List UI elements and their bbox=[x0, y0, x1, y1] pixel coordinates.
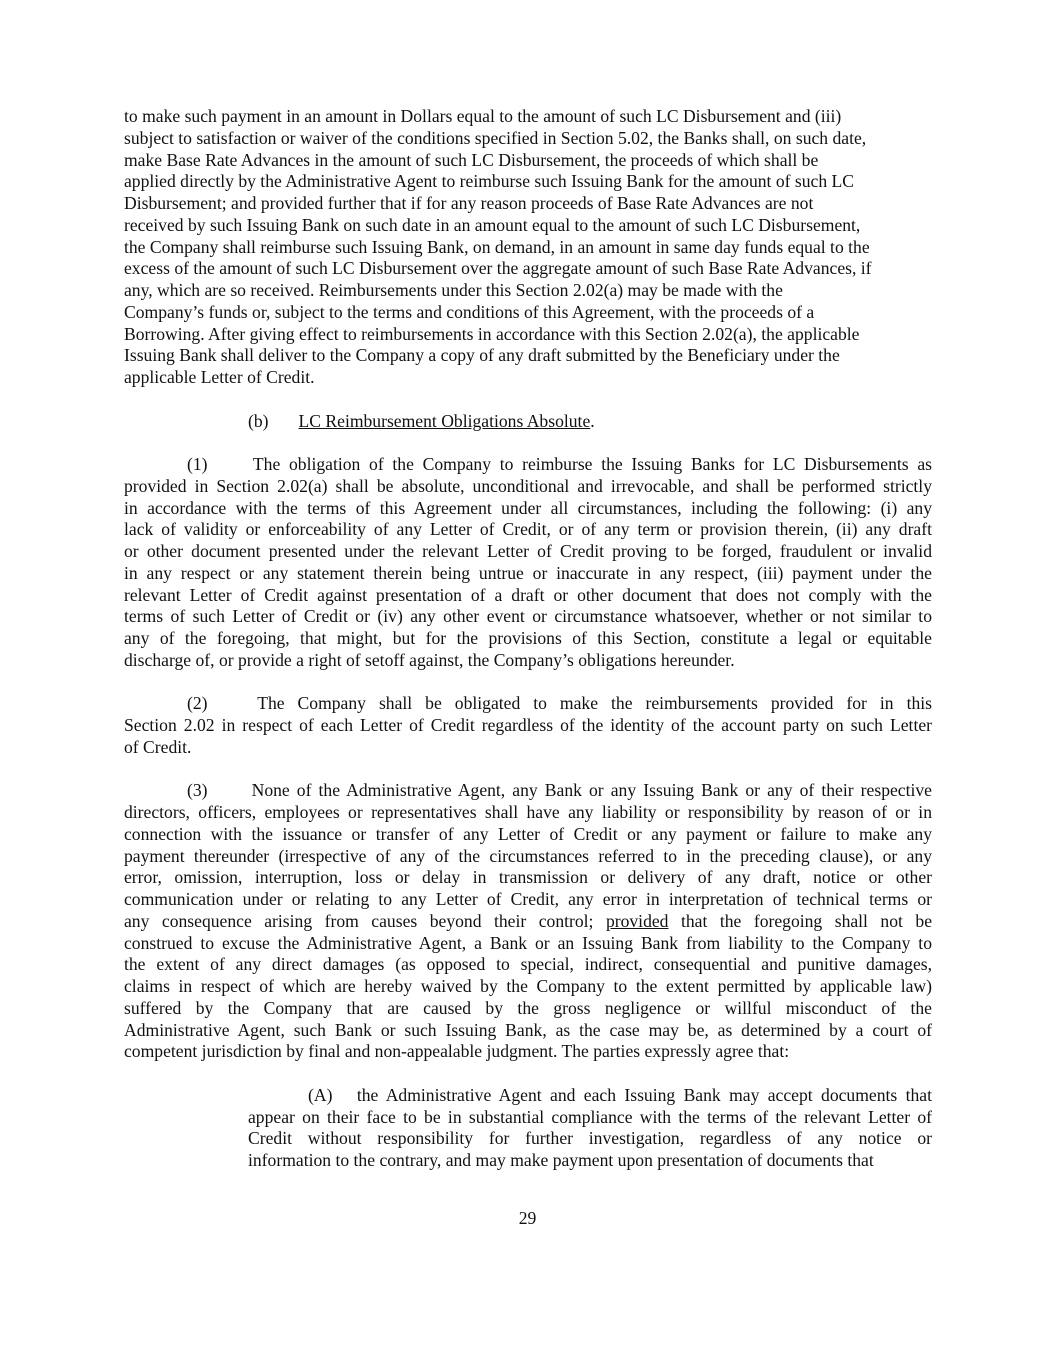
text-line: Disbursement; and provided further that if for any reason proceeds of Base Rate Advances are not bbox=[124, 193, 814, 213]
paragraph-3-number: (3) bbox=[187, 780, 208, 801]
paragraph-1 bbox=[124, 454, 932, 672]
text-line: error, omission, interruption, loss or delay in transmission or delivery of any draft, notice or other bbox=[124, 867, 932, 888]
text-line: excess of the amount of such LC Disbursement over the aggregate amount of such Base Rate Advances, if bbox=[124, 258, 872, 279]
page-number: 29 bbox=[518, 1208, 537, 1228]
text-line: to make such payment in an amount in Dollars equal to the amount of such LC Disbursement and (iii) bbox=[124, 106, 842, 126]
text-line: any of the foregoing, that might, but for the provisions of this Section, constitute a legal or equitable bbox=[124, 628, 932, 648]
text-line: in any respect or any statement therein being untrue or inaccurate in any respect, (iii) payment under the bbox=[124, 562, 932, 583]
text: any consequence arising from causes beyond their control; bbox=[124, 910, 594, 931]
text-line: the Company shall reimburse such Issuing Bank, on demand, in an amount in same day funds equal to the bbox=[124, 236, 870, 257]
text-line: communication under or relating to any Letter of Credit, any error in interpretation of technical terms or bbox=[124, 889, 932, 909]
text-line: received by such Issuing Bank on such date in an amount equal to the amount of such LC Disbursement, bbox=[124, 214, 861, 235]
text-line: provided in Section 2.02(a) shall be absolute, unconditional and irrevocable, and shall be performed strictly bbox=[124, 475, 932, 496]
text-line: make Base Rate Advances in the amount of such LC Disbursement, the proceeds of which shall be bbox=[124, 149, 819, 170]
text-line: of Credit. bbox=[124, 736, 192, 757]
text-line: appear on their face to be in substantial compliance with the terms of the relevant Letter of bbox=[248, 1106, 932, 1127]
text-line: Company’s funds or, subject to the terms and conditions of this Agreement, with the proceeds of a bbox=[124, 301, 815, 322]
text-line: applicable Letter of Credit. bbox=[124, 367, 315, 387]
text-line: discharge of, or provide a right of setoff against, the Company’s obligations hereunder. bbox=[124, 649, 735, 670]
paragraph-2-02a-continuation bbox=[124, 106, 932, 389]
text-line: applied directly by the Administrative Agent to reimburse such Issuing Bank for the amount of such LC bbox=[124, 171, 855, 192]
para_A-first-text: the Administrative Agent and each Issuing Bank may accept documents that bbox=[356, 1084, 932, 1105]
para_1-number: (1) bbox=[187, 454, 208, 474]
text-line: Credit without responsibility for further investigation, regardless of any notice or bbox=[248, 1128, 932, 1149]
text-line: relevant Letter of Credit against presentation of a draft or other document that does not comply with the bbox=[124, 584, 932, 605]
para_2-first-line bbox=[124, 693, 932, 715]
text-line: connection with the issuance or transfer of any Letter of Credit or any payment or failure to make any bbox=[124, 823, 932, 844]
paragraph-3 bbox=[124, 780, 932, 1063]
paragraph-A bbox=[248, 1085, 932, 1172]
paragraph-3-provided-line bbox=[124, 911, 932, 933]
text-line: directors, officers, employees or representatives shall have any liability or responsibility by reason of or in bbox=[124, 802, 932, 822]
heading-b-period: . bbox=[590, 410, 595, 431]
para_A-first-line bbox=[248, 1085, 932, 1107]
text-line: lack of validity or enforceability of any Letter of Credit, or of any term or provision therein, (ii) any draft bbox=[124, 519, 932, 540]
para_A-number: (A) bbox=[308, 1084, 333, 1105]
text-line: Section 2.02 in respect of each Letter of Credit regardless of the identity of the account party on such Letter bbox=[124, 715, 932, 735]
heading-b-title: LC Reimbursement Obligations Absolute bbox=[298, 410, 591, 431]
text-line: payment thereunder (irrespective of any of the circumstances referred to in the preceding clause), or any bbox=[124, 845, 932, 866]
text-line: terms of such Letter of Credit or (iv) any other event or circumstance whatsoever, whether or not similar to bbox=[124, 606, 932, 627]
para_1-first-line bbox=[124, 454, 932, 476]
text-line: Borrowing. After giving effect to reimbursements in accordance with this Section 2.02(a), the applicable bbox=[124, 323, 860, 344]
paragraph-3-first-line bbox=[124, 780, 932, 802]
text-line: in accordance with the terms of this Agreement under all circumstances, including the following: (i) any bbox=[124, 497, 932, 518]
text-line: subject to satisfaction or waiver of the conditions specified in Section 5.02, the Banks shall, on such date, bbox=[124, 127, 867, 148]
provided-underlined: provided bbox=[605, 910, 669, 931]
text-line: claims in respect of which are hereby waived by the Company to the extent permitted by applicable law) bbox=[124, 976, 932, 996]
document-page bbox=[124, 106, 932, 1194]
para_2-first-text: The Company shall be obligated to make the reimbursements provided for in this bbox=[257, 693, 932, 714]
heading-b-number: (b) bbox=[248, 410, 269, 431]
text-line: suffered by the Company that are caused by the gross negligence or willful misconduct of the bbox=[124, 997, 932, 1018]
text-line: information to the contrary, and may make payment upon presentation of documents that bbox=[248, 1150, 874, 1170]
para_2-number: (2) bbox=[187, 693, 208, 714]
paragraph-3-first-text: None of the Administrative Agent, any Bank or any Issuing Bank or any of their respective bbox=[251, 780, 932, 801]
text-line: construed to excuse the Administrative Agent, a Bank or an Issuing Bank from liability to the Company to bbox=[124, 932, 932, 953]
text-line: competent jurisdiction by final and non-appealable judgment. The parties expressly agree that: bbox=[124, 1041, 790, 1062]
text-line: Issuing Bank shall deliver to the Company a copy of any draft submitted by the Beneficiary under the bbox=[124, 345, 840, 366]
text-line: or other document presented under the relevant Letter of Credit proving to be forged, fraudulent or invalid bbox=[124, 541, 932, 561]
text-line: any, which are so received. Reimbursements under this Section 2.02(a) may be made with the bbox=[124, 280, 783, 300]
text-line: Administrative Agent, such Bank or such Issuing Bank, as the case may be, as determined by a court of bbox=[124, 1019, 932, 1040]
para_1-first-text: The obligation of the Company to reimburse the Issuing Banks for LC Disbursements as bbox=[252, 454, 932, 474]
paragraph-2 bbox=[124, 693, 932, 758]
text-line: the extent of any direct damages (as opposed to special, indirect, consequential and punitive damages, bbox=[124, 954, 932, 975]
text: that the foregoing shall not be bbox=[680, 910, 932, 931]
heading-b bbox=[124, 411, 932, 433]
